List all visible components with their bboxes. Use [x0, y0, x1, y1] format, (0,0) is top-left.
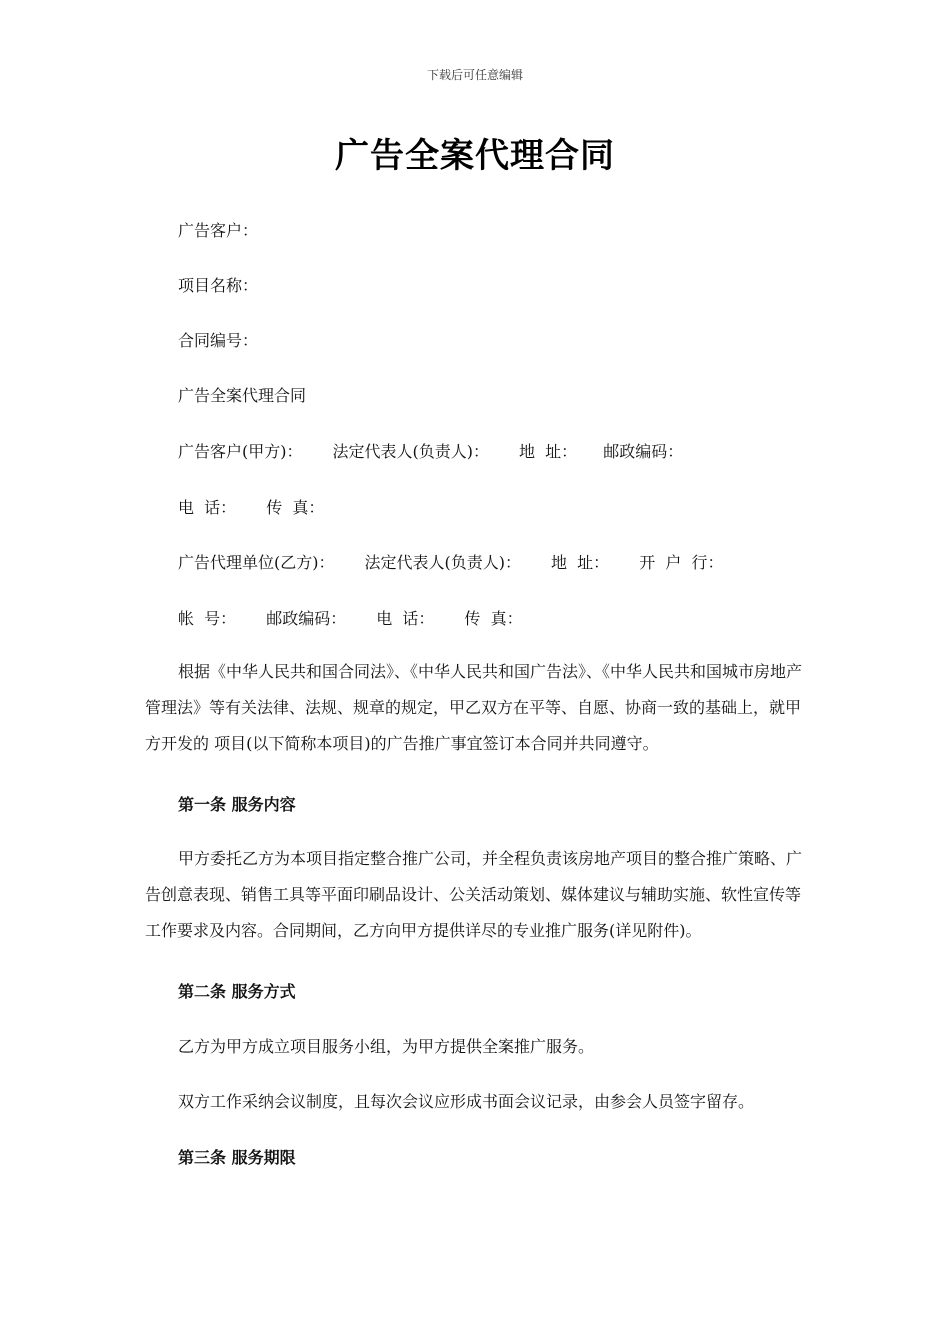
party-a-address-label: 地 址： [519, 442, 578, 461]
article-2-body-2: 双方工作采纳会议制度，且每次会议应形成书面会议记录，由参会人员签字留存。 [178, 1092, 755, 1111]
party-b-row-2 [178, 606, 523, 629]
party-b-bank-label: 开 户 行： [639, 553, 724, 572]
party-b-row-1 [178, 550, 724, 573]
article-2-heading: 第二条 服务方式 [178, 982, 296, 1001]
article-2-body-1: 乙方为甲方成立项目服务小组，为甲方提供全案推广服务。 [178, 1037, 595, 1056]
party-b-phone-label: 电 话： [376, 609, 435, 628]
party-a-postcode-label: 邮政编码： [603, 442, 684, 461]
preamble-paragraph: 根据《中华人民共和国合同法》、《中华人民共和国广告法》、《中华人民共和国城市房地产管理法》等有关法律、法规、规章的规定，甲乙双方在平等、自愿、协商一致的基础上，就甲方开发的 项目(以下简称本项目)的广告推广事宜签订本合同并共同遵守。 [145, 662, 803, 753]
contract-subtitle: 广告全案代理合同 [178, 386, 307, 405]
party-a-row-2 [178, 495, 324, 518]
party-a-row-1 [178, 439, 683, 462]
party-a-client-label: 广告客户(甲方)： [178, 442, 303, 461]
party-b-agency-label: 广告代理单位(乙方)： [178, 553, 335, 572]
article-1-body: 甲方委托乙方为本项目指定整合推广公司，并全程负责该房地产项目的整合推广策略、广告创意表现、销售工具等平面印刷品设计、公关活动策划、媒体建议与辅助实施、软性宣传等工作要求及内容。合同期间，乙方向甲方提供详尽的专业推广服务(详见附件)。 [145, 849, 803, 940]
party-a-legal-rep-label: 法定代表人(负责人)： [332, 442, 489, 461]
contract-number-field: 合同编号： [178, 331, 259, 350]
party-b-postcode-label: 邮政编码： [266, 609, 347, 628]
party-b-address-label: 地 址： [551, 553, 610, 572]
party-a-phone-label: 电 话： [178, 498, 237, 517]
header-note: 下载后可任意编辑 [426, 68, 523, 82]
article-1-heading: 第一条 服务内容 [178, 795, 296, 814]
party-a-fax-label: 传 真： [266, 498, 325, 517]
project-name-field: 项目名称： [178, 276, 259, 295]
article-3-heading: 第三条 服务期限 [178, 1148, 296, 1167]
document-title: 广告全案代理合同 [335, 136, 615, 176]
party-b-legal-rep-label: 法定代表人(负责人)： [364, 553, 521, 572]
client-field: 广告客户： [178, 221, 259, 240]
party-b-account-label: 帐 号： [178, 609, 237, 628]
party-b-fax-label: 传 真： [464, 609, 523, 628]
